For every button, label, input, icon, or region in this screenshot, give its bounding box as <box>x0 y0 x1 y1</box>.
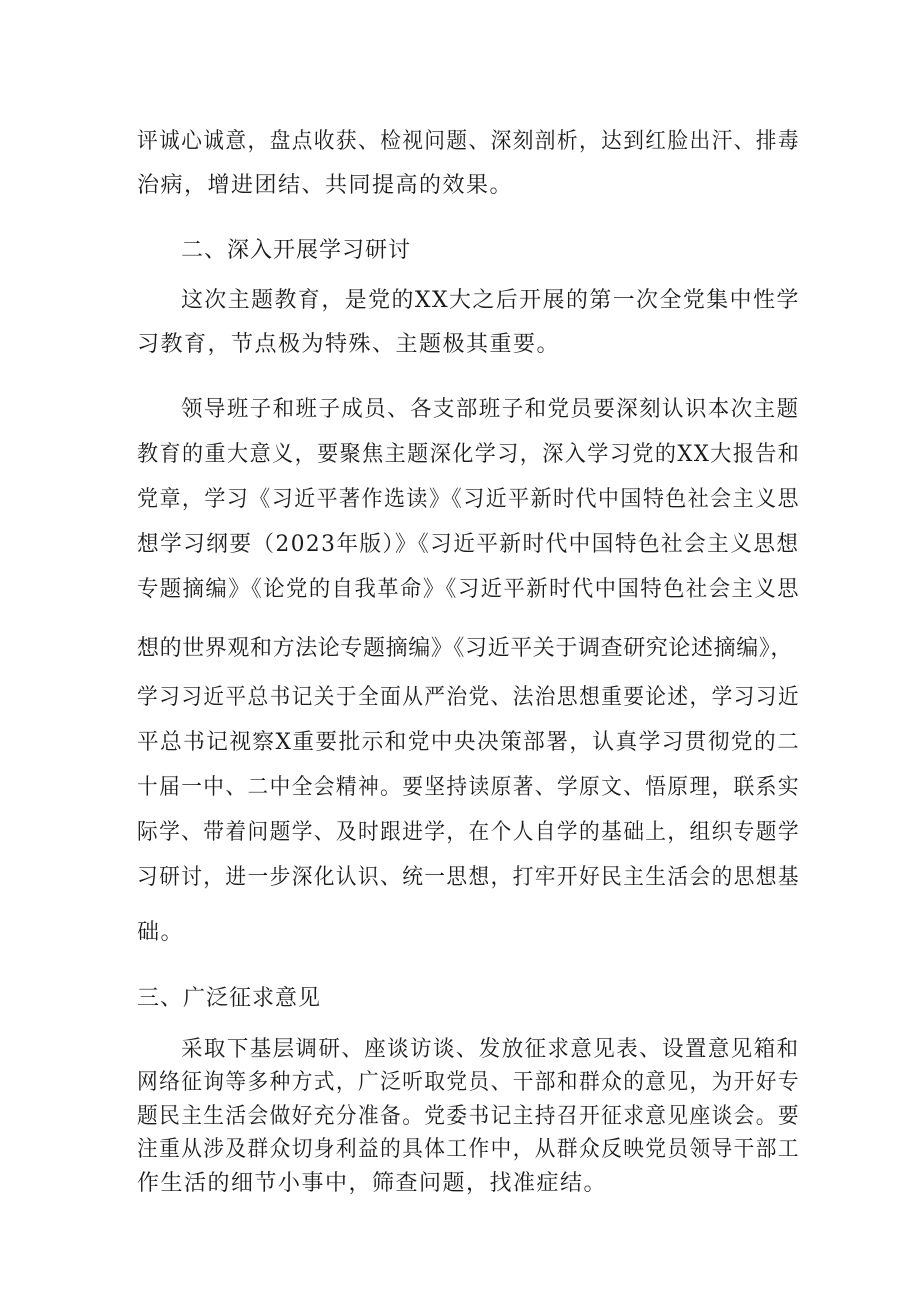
paragraph-line: 注重从涉及群众切身利益的具体工作中，从群众反映党员领导干部工 <box>137 1137 800 1162</box>
paragraph-line: 际学、带着问题学、及时跟进学，在个人自学的基础上，组织专题学 <box>137 820 800 845</box>
paragraph-line: 题民主生活会做好充分准备。党委书记主持召开征求意见座谈会。要 <box>137 1104 800 1129</box>
paragraph-line: 评诚心诚意，盘点收获、检视问题、深刻剖析，达到红脸出汗、排毒 <box>137 129 800 154</box>
paragraph-line: 领导班子和班子成员、各支部班子和党员要深刻认识本次主题 <box>181 397 800 422</box>
section-heading-2: 二、深入开展学习研讨 <box>181 238 412 263</box>
paragraph-line: 想学习纲要（2023年版）》《习近平新时代中国特色社会主义思想 <box>137 532 800 557</box>
paragraph-line: 治病，增进团结、共同提高的效果。 <box>137 173 514 198</box>
section-heading-3: 三、广泛征求意见 <box>137 986 322 1011</box>
paragraph-line: 网络征询等多种方式，广泛听取党员、干部和群众的意见，为开好专 <box>137 1070 800 1095</box>
paragraph-line: 习研讨，进一步深化认识、统一思想，打牢开好民主生活会的思想基 <box>137 865 800 890</box>
paragraph-line: 党章，学习《习近平著作选读》《习近平新时代中国特色社会主义思 <box>137 487 800 512</box>
paragraph-line: 础。 <box>137 920 185 945</box>
paragraph-line: 采取下基层调研、座谈访谈、发放征求意见表、设置意见箱和 <box>181 1037 800 1062</box>
paragraph-line: 这次主题教育，是党的XX大之后开展的第一次全党集中性学 <box>181 288 800 313</box>
paragraph-line: 想的世界观和方法论专题摘编》《习近平关于调查研究论述摘编》， <box>137 636 794 661</box>
paragraph-line: 平总书记视察X重要批示和党中央决策部署，认真学习贯彻党的二 <box>137 730 801 755</box>
paragraph-line: 教育的重大意义，要聚焦主题深化学习，深入学习党的XX大报告和 <box>137 442 801 467</box>
paragraph-line: 习教育，节点极为特殊、主题极其重要。 <box>137 332 561 357</box>
paragraph-line: 学习习近平总书记关于全面从严治党、法治思想重要论述，学习习近 <box>137 685 800 710</box>
paragraph-line: 专题摘编》《论党的自我革命》《习近平新时代中国特色社会主义思 <box>137 577 801 602</box>
paragraph-line: 十届一中、二中全会精神。要坚持读原著、学原文、悟原理，联系实 <box>137 775 800 800</box>
paragraph-line: 作生活的细节小事中，筛查问题，找准症结。 <box>137 1171 608 1196</box>
